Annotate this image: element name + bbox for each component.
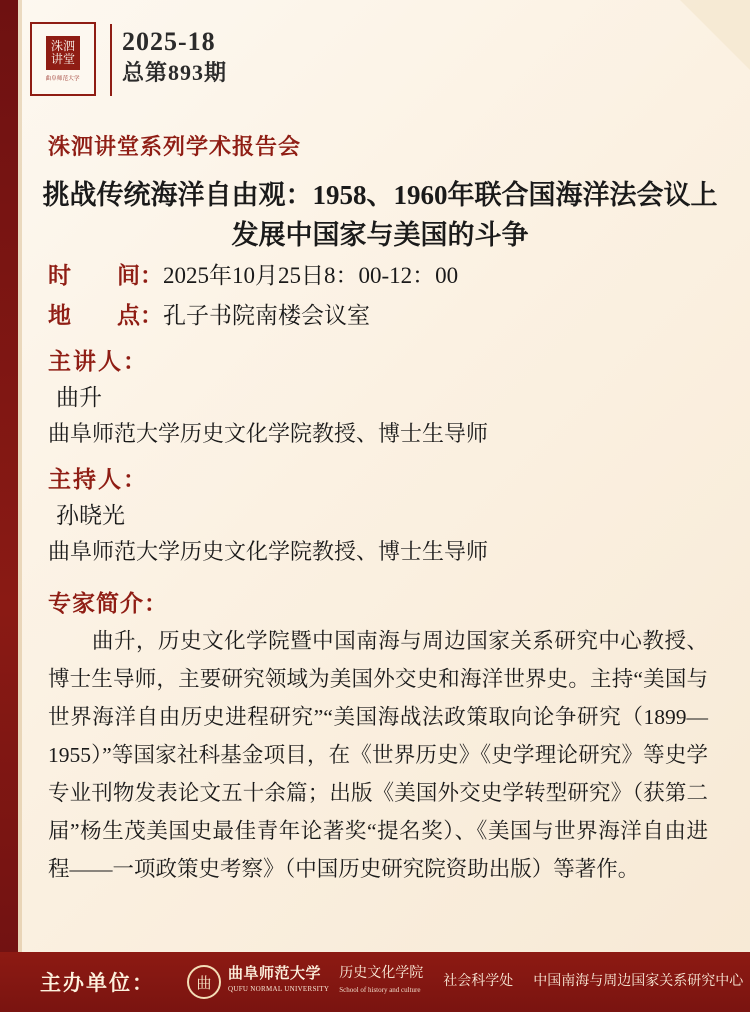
footer-unit-history-en: School of history and culture [339, 986, 421, 994]
footer-unit-social-science: 社会科学处 [443, 974, 514, 989]
lecture-seal-logo [30, 22, 96, 96]
seal-subtitle: 曲阜师范大学 [45, 76, 81, 82]
poster-header [22, 0, 750, 118]
footer-unit-history [329, 966, 433, 998]
footer-unit-history-cn: 历史文化学院 [339, 966, 424, 981]
bio-body: 曲升，历史文化学院暨中国南海与周边国家关系研究中心教授、博士生导师，主要研究领域为美国外交史和海洋世界史。主持“美国与世界海洋自由历史进程研究”“美国海战法政策取向论争研究（1899—1955）”等国家社科基金项目，在《世界历史》《史学理论研究》等史学专业刊物发表论文五十余篇；出版《美国外交史学转型研究》（获第二届”杨生茂美国史最佳青年论著奖“提名奖）、《美国与世界海洋自由进程——一项政策史考察》（中国历史研究院资助出版）等著作。 [48, 629, 708, 881]
university-name-cn: 曲阜师范大学 [228, 966, 322, 982]
time-label: 时 间： [48, 263, 163, 288]
left-gold-line [18, 0, 22, 1012]
issue-block [122, 26, 227, 88]
speaker-title: 曲阜师范大学历史文化学院教授、博士生导师 [48, 421, 489, 446]
poster-footer [0, 952, 750, 1012]
place-label: 地 点： [48, 303, 163, 328]
host-label: 主持人： [48, 467, 148, 492]
place-row [48, 298, 718, 334]
bio-title: 专家简介： [48, 591, 168, 616]
speaker-name: 曲升 [56, 385, 102, 410]
time-value: 2025年10月25日8：00-12：00 [163, 263, 459, 288]
university-logo [187, 965, 329, 999]
speaker-label: 主讲人： [48, 349, 148, 374]
page-title: 挑战传统海洋自由观：1958、1960年联合国海洋法会议上发展中国家与美国的斗争 [42, 180, 718, 250]
speaker-block [48, 344, 718, 452]
university-name-block [228, 967, 329, 997]
organizer-label: 主办单位： [40, 971, 155, 995]
issue-total: 总第893期 [122, 60, 228, 85]
seal-icon: 洙泗讲堂 [46, 36, 80, 70]
host-block [48, 462, 718, 570]
footer-unit-research-center: 中国南海与周边国家关系研究中心 [533, 974, 744, 989]
host-name: 孙晓光 [56, 503, 125, 528]
info-block [48, 258, 718, 570]
issue-number: 2025-18 [122, 27, 216, 56]
university-name-en: QUFU NORMAL UNIVERSITY [228, 985, 330, 993]
time-row [48, 258, 718, 294]
series-label: 洙泗讲堂系列学术报告会 [48, 134, 302, 159]
host-title: 曲阜师范大学历史文化学院教授、博士生导师 [48, 539, 489, 564]
place-value: 孔子书院南楼会议室 [163, 303, 370, 328]
left-decorative-band [0, 0, 18, 1012]
university-badge-icon: 曲 [187, 965, 221, 999]
header-divider [110, 24, 112, 96]
